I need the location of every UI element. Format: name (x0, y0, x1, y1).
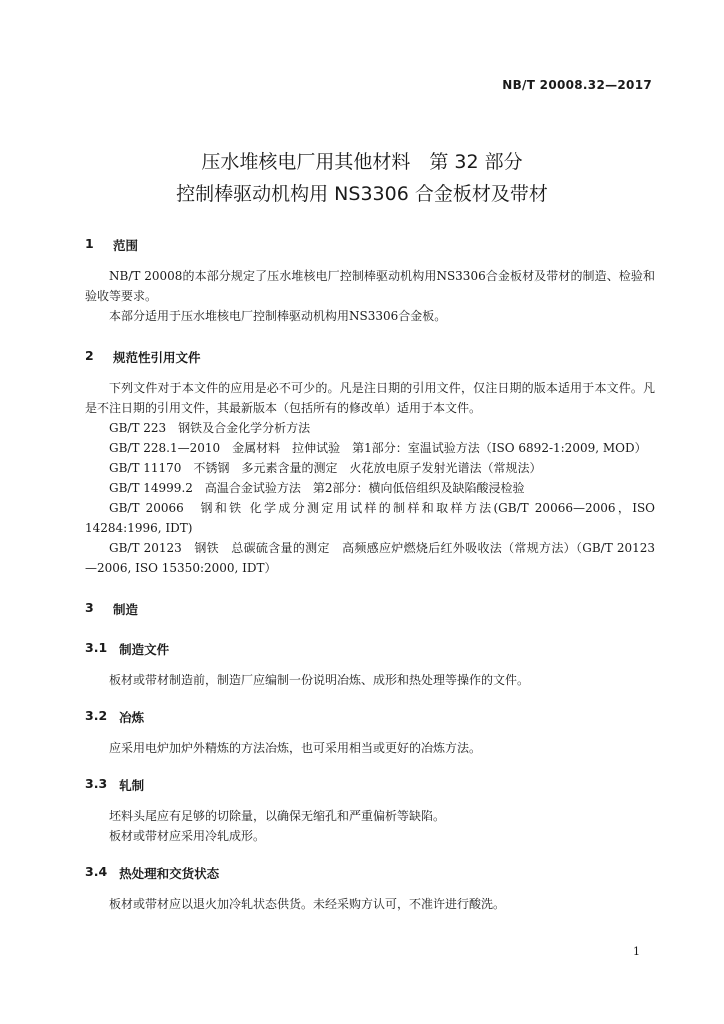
reference-item: GB/T 11170 不锈钢 多元素含量的测定 火花放电原子发射光谱法（常规法） (109, 461, 542, 475)
document-title (0, 146, 724, 210)
subsection-title: 冶炼 (119, 710, 145, 725)
reference-item: GB/T 20123 钢铁 总碳硫含量的测定 高频感应炉燃烧后红外吸收法（常规方法）（GB/T 20123—2006, ISO 15350:2000, IDT） (85, 541, 655, 575)
section-3-4-heading (85, 864, 655, 882)
standard-number: NB/T 20008.32—2017 (502, 78, 652, 92)
section-3-1-paragraph: 板材或带材制造前，制造厂应编制一份说明冶炼、成形和热处理等操作的文件。 (109, 673, 530, 687)
subsection-title: 热处理和交货状态 (119, 866, 220, 881)
subsection-number: 3.2 (85, 708, 108, 723)
section-3-3-heading (85, 776, 655, 794)
subsection-number: 3.1 (85, 640, 108, 655)
references-intro: 下列文件对于本文件的应用是必不可少的。凡是注日期的引用文件，仅注日期的版本适用于本文件。凡是不注日期的引用文件，其最新版本（包括所有的修改单）适用于本文件。 (85, 381, 655, 415)
section-3-3-paragraph-2: 板材或带材应采用冷轧成形。 (109, 829, 266, 843)
section-number: 1 (85, 236, 94, 251)
reference-item: GB/T 14999.2 高温合金试验方法 第2部分：横向低倍组织及缺陷酸浸检验 (109, 481, 525, 495)
section-title: 规范性引用文件 (113, 350, 201, 365)
subsection-number: 3.3 (85, 776, 108, 791)
section-3-2-heading (85, 708, 655, 726)
reference-item: GB/T 223 钢铁及合金化学分析方法 (109, 421, 311, 435)
section-3-1-heading (85, 640, 655, 658)
reference-item: GB/T 20066 钢和铁 化学成分测定用试样的制样和取样方法(GB/T 20066—2006，ISO 14284:1996, IDT) (85, 501, 655, 535)
section-2-heading (85, 348, 655, 366)
title-line-1: 压水堆核电厂用其他材料 第 32 部分 (201, 151, 523, 173)
reference-item: GB/T 228.1—2010 金属材料 拉伸试验 第1部分：室温试验方法（ISO 6892-1:2009, MOD） (109, 441, 647, 455)
subsection-title: 制造文件 (119, 642, 170, 657)
subsection-number: 3.4 (85, 864, 108, 879)
subsection-title: 轧制 (119, 778, 145, 793)
title-line-2: 控制棒驱动机构用 NS3306 合金板材及带材 (176, 183, 548, 205)
section-title: 制造 (113, 602, 139, 617)
section-3-2-paragraph: 应采用电炉加炉外精炼的方法冶炼，也可采用相当或更好的冶炼方法。 (109, 741, 482, 755)
section-3-4-paragraph: 板材或带材应以退火加冷轧状态供货。未经采购方认可，不准许进行酸洗。 (109, 897, 506, 911)
scope-paragraph-2: 本部分适用于压水堆核电厂控制棒驱动机构用NS3306合金板。 (109, 309, 447, 323)
document-body (85, 236, 655, 914)
section-title: 范围 (113, 238, 139, 253)
page-number: 1 (633, 945, 640, 958)
section-3-heading (85, 600, 655, 618)
section-1-heading (85, 236, 655, 254)
section-number: 3 (85, 600, 94, 615)
section-number: 2 (85, 348, 94, 363)
scope-paragraph-1: NB/T 20008的本部分规定了压水堆核电厂控制棒驱动机构用NS3306合金板材及带材的制造、检验和验收等要求。 (85, 269, 655, 303)
section-3-3-paragraph-1: 坯料头尾应有足够的切除量，以确保无缩孔和严重偏析等缺陷。 (109, 809, 446, 823)
